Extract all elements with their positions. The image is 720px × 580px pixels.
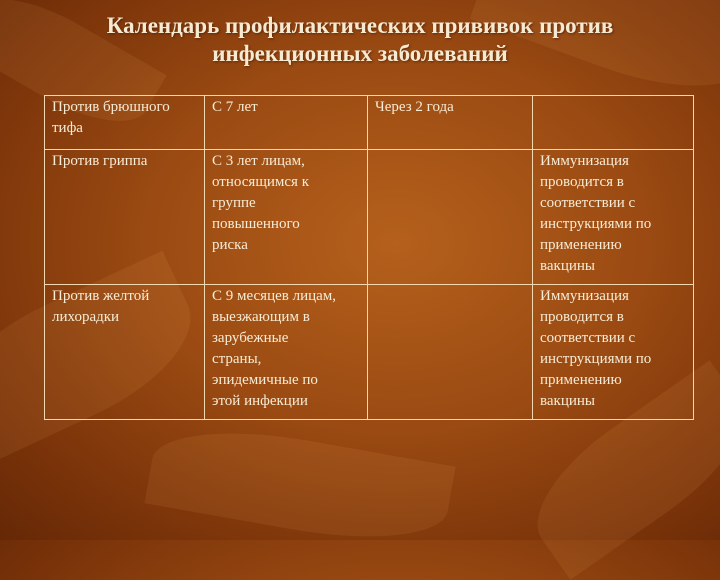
slide-title — [40, 12, 680, 68]
slide-title-line: инфекционных заболеваний — [212, 41, 508, 66]
table-row — [45, 96, 694, 150]
table-row — [45, 285, 694, 420]
table-cell-disease: Против брюшного тифа — [45, 96, 205, 150]
table-cell-age: С 9 месяцев лицам, выезжающим в зарубежные страны, эпидемичные по этой инфекции — [205, 285, 368, 420]
vaccination-schedule-table — [44, 95, 694, 420]
table-cell-note: Иммунизация проводится в соответствии с инструкциями по применению вакцины — [533, 285, 694, 420]
table-cell-age: С 3 лет лицам, относящимся к группе повышенного риска — [205, 150, 368, 285]
table-cell-revaccination — [368, 150, 533, 285]
table-cell-disease: Против гриппа — [45, 150, 205, 285]
table-cell-note: Иммунизация проводится в соответствии с инструкциями по применению вакцины — [533, 150, 694, 285]
table-cell-revaccination: Через 2 года — [368, 96, 533, 150]
slide-title-line: Календарь профилактических прививок против — [106, 13, 614, 38]
table-cell-revaccination — [368, 285, 533, 420]
table-cell-note — [533, 96, 694, 150]
background-leaf — [144, 415, 455, 556]
table-cell-disease: Против желтой лихорадки — [45, 285, 205, 420]
table-row — [45, 150, 694, 285]
table-cell-age: С 7 лет — [205, 96, 368, 150]
